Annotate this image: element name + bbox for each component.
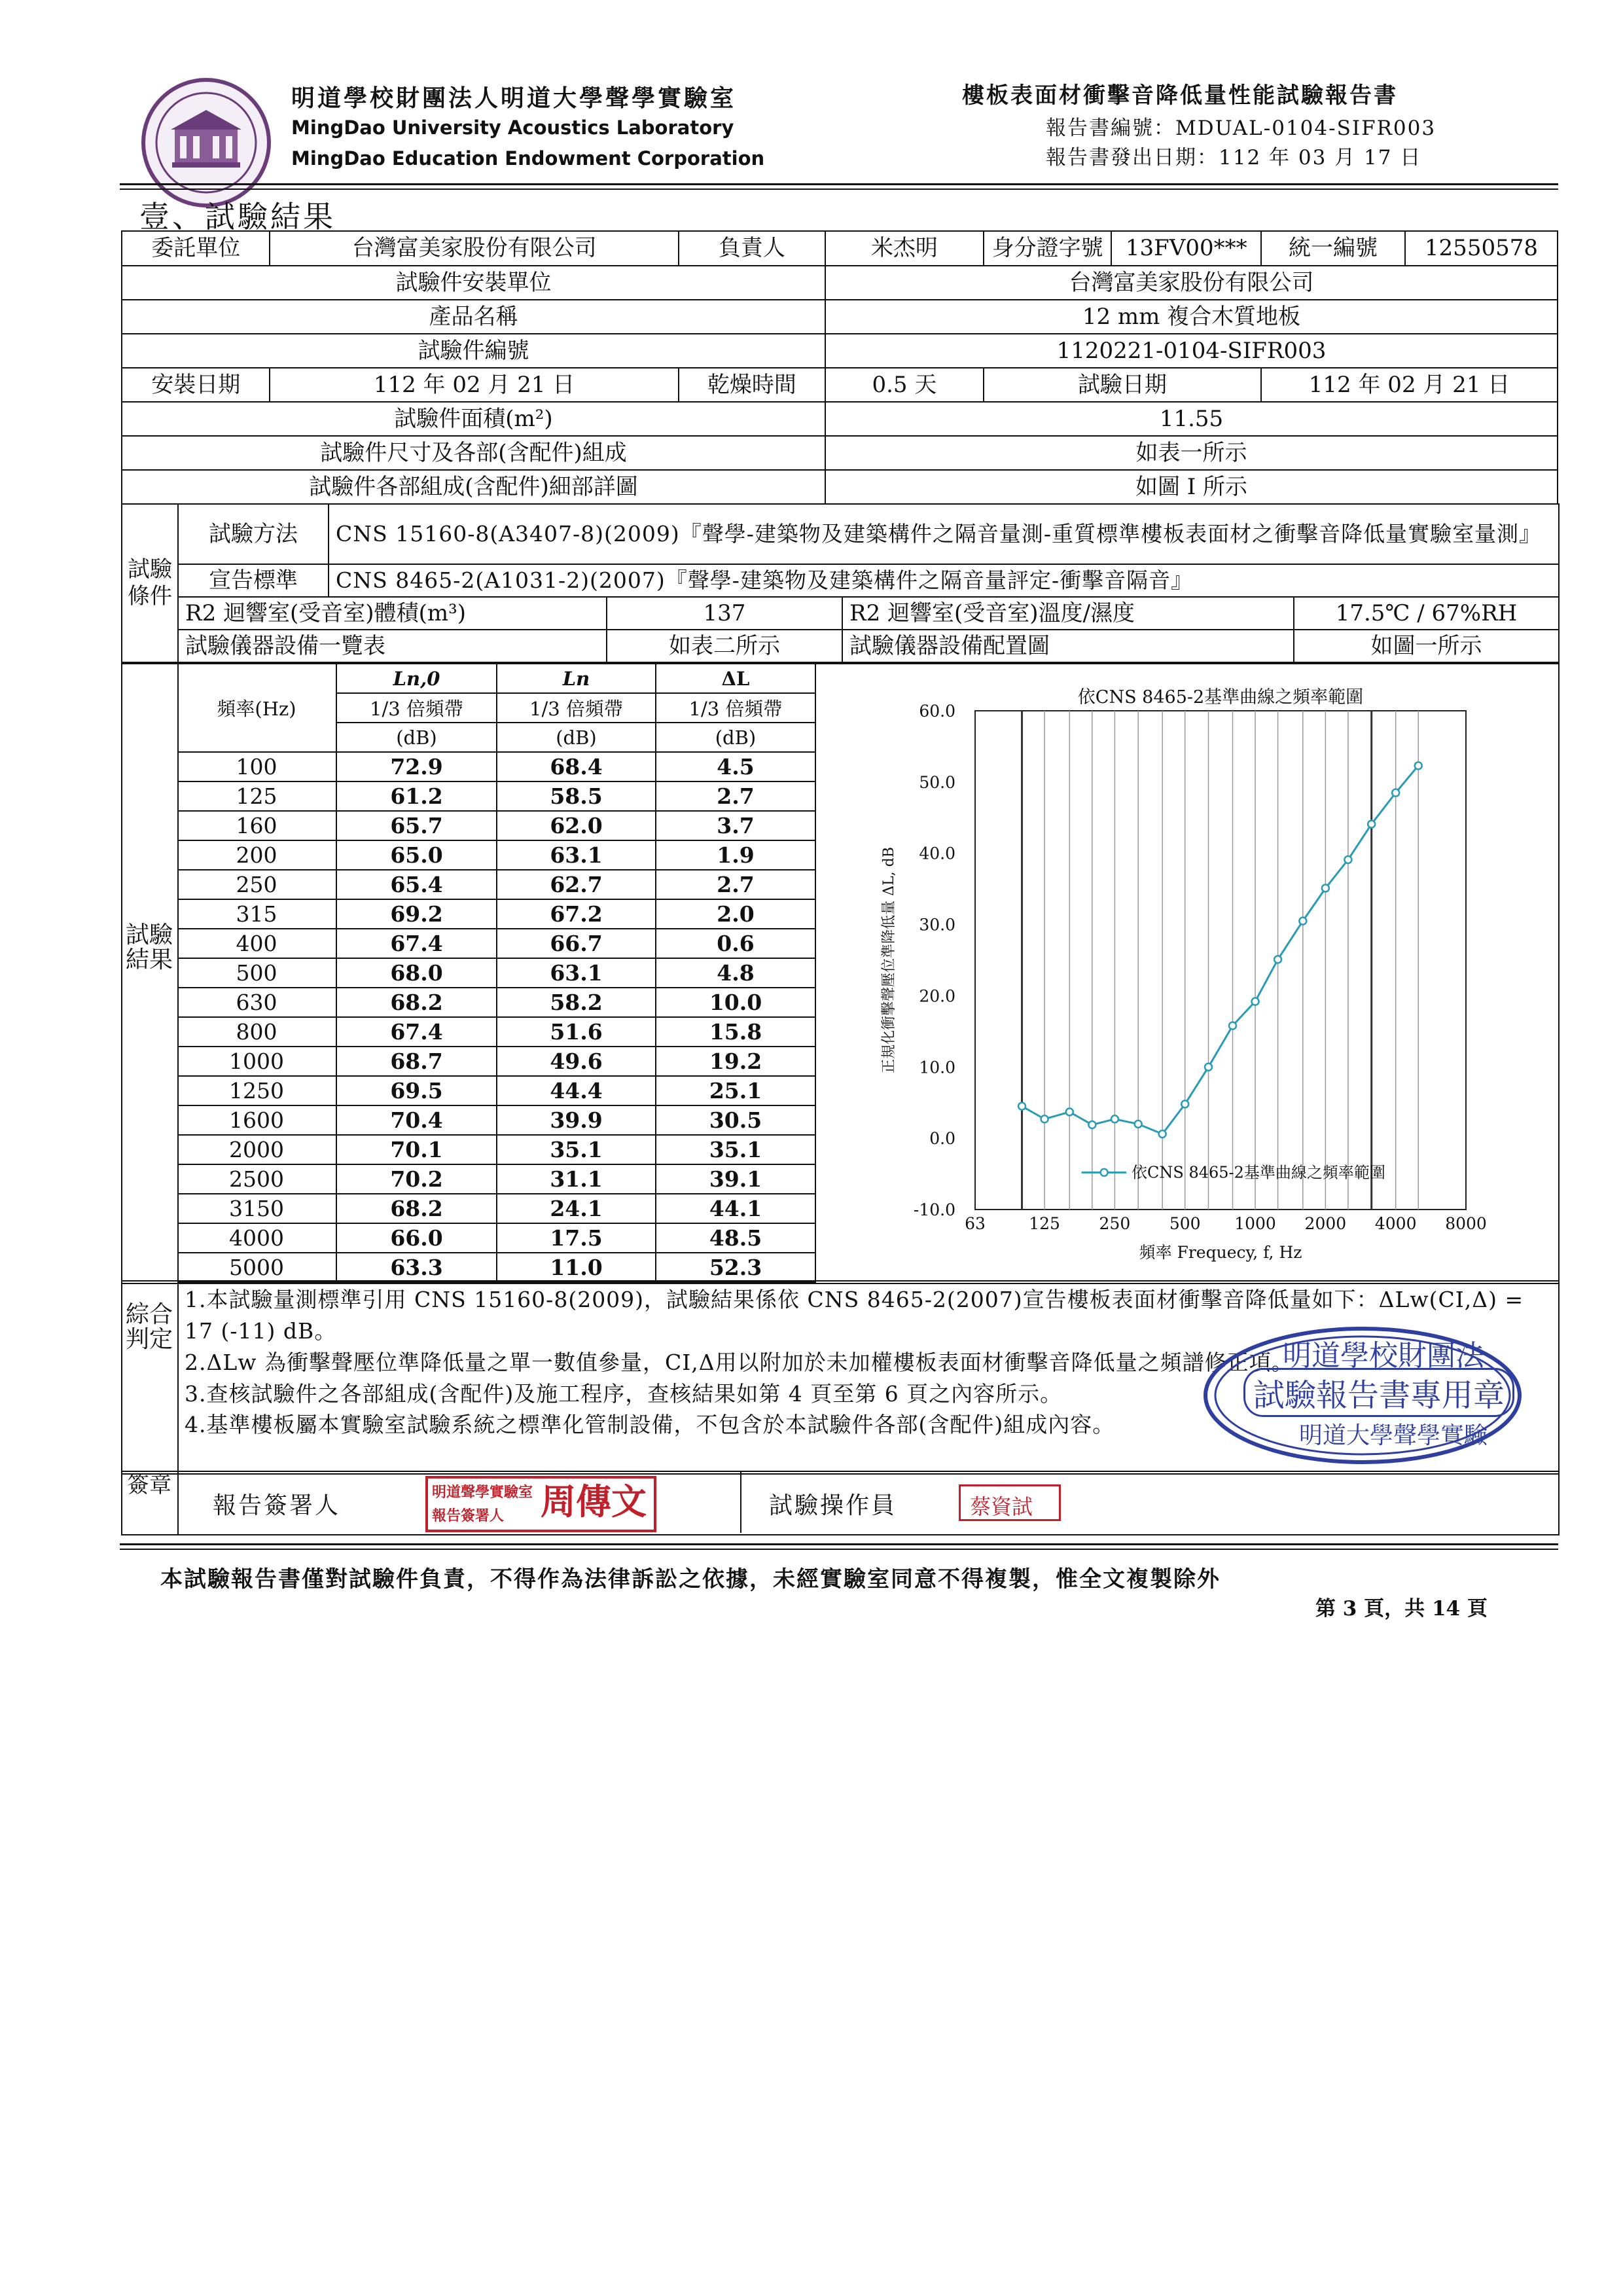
col-dl-header: ΔL: [656, 664, 815, 693]
product-value: 12 mm 複合木質地板: [825, 300, 1558, 334]
ln-cell: 68.4: [497, 752, 656, 781]
ln0-cell: 68.0: [336, 958, 497, 988]
freq-cell: 250: [177, 870, 336, 899]
footer-rule-thin: [120, 1549, 1558, 1550]
detail-value: 如圖 I 所示: [825, 470, 1558, 504]
y-tick-label: 0.0: [929, 1129, 955, 1149]
y-axis-label: 正規化衝擊聲壓位準降低量 ΔL, dB: [881, 847, 897, 1073]
dl-cell: 2.7: [656, 870, 815, 899]
volume-value: 137: [607, 597, 842, 630]
band-label: 1/3 倍頻帶: [497, 693, 656, 723]
conditions-table: [121, 503, 1560, 663]
data-point: [1415, 762, 1422, 769]
data-point: [1135, 1121, 1142, 1128]
col-ln0-header: Ln,0: [336, 664, 497, 693]
data-point: [1229, 1022, 1236, 1030]
col-freq-header: 頻率(Hz): [177, 664, 336, 752]
data-point: [1322, 885, 1329, 892]
y-tick-label: 30.0: [919, 915, 955, 935]
x-tick-label: 2000: [1304, 1214, 1347, 1233]
data-point: [1066, 1108, 1073, 1115]
freq-cell: 800: [177, 1017, 336, 1047]
conclusion-group-label: 綜合判定: [125, 1301, 173, 1353]
freq-cell: 160: [177, 811, 336, 840]
x-axis-label: 頻率 Frequecy, f, Hz: [1139, 1243, 1302, 1262]
ln-cell: 63.1: [497, 840, 656, 870]
org-name-en-2: MingDao Education Endowment Corporation: [291, 147, 765, 170]
ln0-cell: 67.4: [336, 929, 497, 958]
freq-cell: 2000: [177, 1135, 336, 1164]
table-row: [177, 929, 815, 958]
temp-value: 17.5℃ / 67%RH: [1294, 597, 1559, 630]
unit-label: (dB): [497, 723, 656, 752]
results-table: [177, 663, 816, 1283]
detail-label: 試驗件各部組成(含配件)細部詳圖: [122, 470, 825, 504]
table-row: [177, 870, 815, 899]
dl-cell: 30.5: [656, 1105, 815, 1135]
report-date: 報告書發出日期：112 年 03 月 17 日: [1046, 146, 1422, 170]
ln0-cell: 72.9: [336, 752, 497, 781]
band-label: 1/3 倍頻帶: [336, 693, 497, 723]
unit-label: (dB): [656, 723, 815, 752]
operator-stamp: [959, 1484, 1061, 1521]
footer-disclaimer: 本試驗報告書僅對試驗件負責，不得作為法律訴訟之依據，未經實驗室同意不得複製，惟全文複製除外: [160, 1566, 1221, 1592]
legend-label: 依CNS 8465-2基準曲線之頻率範圍: [1132, 1163, 1385, 1182]
ln-cell: 51.6: [497, 1017, 656, 1047]
freq-cell: 125: [177, 781, 336, 811]
ln-cell: 58.5: [497, 781, 656, 811]
x-tick-label: 1000: [1234, 1214, 1276, 1233]
ln0-cell: 70.2: [336, 1164, 497, 1194]
ln0-cell: 61.2: [336, 781, 497, 811]
signer-label: 報告簽署人: [213, 1492, 341, 1519]
ln-cell: 63.1: [497, 958, 656, 988]
table-row: [177, 1164, 815, 1194]
area-value: 11.55: [825, 402, 1558, 436]
conclusion-item-2: 2.ΔLw 為衝擊聲壓位準降低量之單一數值參量，CI,Δ用以附加於未加權樓板表面材衝擊音降低量之頻譜修正項。: [185, 1349, 1294, 1375]
table-row: [177, 1076, 815, 1105]
ln0-cell: 67.4: [336, 1017, 497, 1047]
x-tick-label: 250: [1099, 1214, 1131, 1233]
dl-cell: 3.7: [656, 811, 815, 840]
install-date-value: 112 年 02 月 21 日: [270, 368, 678, 402]
ln-cell: 62.7: [497, 870, 656, 899]
conclusion-item-1: 1.本試驗量測標準引用 CNS 15160-8(2009)，試驗結果係依 CNS 8465-2(2007)宣告樓板表面材衝擊音降低量如下：ΔLw(CI,Δ) = 17 (-11) dB。: [185, 1287, 1524, 1344]
person-label: 負責人: [679, 231, 825, 266]
table-row: [177, 1223, 815, 1253]
ln-cell: 11.0: [497, 1253, 656, 1282]
ln0-cell: 65.4: [336, 870, 497, 899]
dl-cell: 2.7: [656, 781, 815, 811]
operator-label: 試驗操作員: [769, 1492, 897, 1519]
data-point: [1344, 856, 1351, 863]
y-tick-label: -10.0: [913, 1200, 955, 1219]
dl-cell: 44.1: [656, 1194, 815, 1223]
dl-cell: 0.6: [656, 929, 815, 958]
data-point: [1159, 1130, 1166, 1138]
signer-stamp-line1: 明道聲學實驗室: [432, 1484, 533, 1501]
ln0-cell: 69.2: [336, 899, 497, 929]
data-point: [1181, 1100, 1188, 1107]
org-name-zh: 明道學校財團法人明道大學聲學實驗室: [291, 84, 737, 112]
ln-cell: 62.0: [497, 811, 656, 840]
freq-cell: 4000: [177, 1223, 336, 1253]
volume-label: R2 迴響室(受音室)體積(m³): [178, 597, 607, 630]
ln0-cell: 65.0: [336, 840, 497, 870]
test-date-label: 試驗日期: [984, 368, 1261, 402]
client-value: 台灣富美家股份有限公司: [270, 231, 678, 266]
ln0-cell: 63.3: [336, 1253, 497, 1282]
seal-line2: 試驗報告書專用章: [1243, 1368, 1514, 1417]
data-point: [1299, 918, 1306, 925]
seal-line3: 明道大學聲學實驗: [1299, 1422, 1488, 1449]
freq-cell: 400: [177, 929, 336, 958]
ln-cell: 44.4: [497, 1076, 656, 1105]
unit-label: (dB): [336, 723, 497, 752]
product-label: 產品名稱: [122, 300, 825, 334]
page-number: 第 3 頁，共 14 頁: [1315, 1597, 1488, 1621]
temp-label: R2 迴響室(受音室)溫度/濕度: [842, 597, 1294, 630]
freq-cell: 1600: [177, 1105, 336, 1135]
dl-cell: 2.0: [656, 899, 815, 929]
data-point: [1041, 1115, 1048, 1122]
table-row: [177, 1017, 815, 1047]
ln-cell: 49.6: [497, 1047, 656, 1076]
spec-no-label: 試驗件編號: [122, 334, 825, 368]
x-tick-label: 4000: [1374, 1214, 1417, 1233]
ln-cell: 17.5: [497, 1223, 656, 1253]
data-point: [1368, 821, 1375, 828]
dl-cell: 4.5: [656, 752, 815, 781]
table-row: [177, 1253, 815, 1282]
table-row: [177, 1194, 815, 1223]
y-tick-label: 20.0: [919, 986, 955, 1006]
col-ln-header: Ln: [497, 664, 656, 693]
y-tick-label: 60.0: [919, 702, 955, 721]
ln-cell: 66.7: [497, 929, 656, 958]
ln0-cell: 70.1: [336, 1135, 497, 1164]
freq-cell: 5000: [177, 1253, 336, 1282]
method-label: 試驗方法: [178, 504, 329, 564]
freq-cell: 200: [177, 840, 336, 870]
data-point: [1205, 1064, 1212, 1071]
results-group-cell: [121, 663, 179, 1284]
install-unit-label: 試驗件安裝單位: [122, 266, 825, 300]
table-row: [177, 752, 815, 781]
operator-name: 蔡資試: [970, 1494, 1033, 1519]
dl-cell: 1.9: [656, 840, 815, 870]
official-seal-stamp: [1201, 1325, 1525, 1466]
equip-list-label: 試驗儀器設備一覽表: [178, 630, 607, 662]
x-tick-label: 125: [1029, 1214, 1060, 1233]
report-title: 樓板表面材衝擊音降低量性能試驗報告書: [962, 82, 1398, 109]
ln0-cell: 69.5: [336, 1076, 497, 1105]
conclusion-item-3: 3.查核試驗件之各部組成(含配件)及施工程序，查核結果如第 4 頁至第 6 頁之內容所示。: [185, 1380, 1063, 1407]
ln-cell: 35.1: [497, 1135, 656, 1164]
signer-stamp-line2: 報告簽署人: [432, 1507, 505, 1524]
data-point: [1392, 789, 1399, 797]
table-row: [177, 988, 815, 1017]
y-tick-label: 40.0: [919, 844, 955, 863]
signer-stamp: [425, 1476, 656, 1532]
header-rule-thin: [120, 188, 1558, 190]
freq-cell: 1000: [177, 1047, 336, 1076]
dl-cell: 19.2: [656, 1047, 815, 1076]
ln-cell: 24.1: [497, 1194, 656, 1223]
table-row: [177, 958, 815, 988]
chart-title: 依CNS 8465-2基準曲線之頻率範圍: [1077, 687, 1364, 708]
test-date-value: 112 年 02 月 21 日: [1261, 368, 1558, 402]
dl-cell: 15.8: [656, 1017, 815, 1047]
dl-cell: 48.5: [656, 1223, 815, 1253]
header-rule: [120, 183, 1558, 185]
org-name-en-1: MingDao University Acoustics Laboratory: [291, 117, 734, 139]
delta-l-chart: [818, 666, 1554, 1280]
plot-frame: [975, 711, 1466, 1210]
ln0-cell: 68.2: [336, 1194, 497, 1223]
freq-cell: 3150: [177, 1194, 336, 1223]
results-group-label: 試驗結果: [125, 922, 173, 973]
dl-cell: 35.1: [656, 1135, 815, 1164]
x-tick-label: 8000: [1445, 1214, 1487, 1233]
data-point: [1088, 1121, 1096, 1128]
rating-label: 宣告標準: [178, 564, 329, 597]
data-point: [1274, 956, 1281, 963]
section-title: 壹、試驗結果: [139, 199, 336, 234]
dry-label: 乾燥時間: [679, 368, 825, 402]
dl-cell: 25.1: [656, 1076, 815, 1105]
info-table: [121, 230, 1558, 505]
dl-cell: 10.0: [656, 988, 815, 1017]
ln0-cell: 68.2: [336, 988, 497, 1017]
freq-cell: 1250: [177, 1076, 336, 1105]
rating-value: CNS 8465-2(A1031-2)(2007)『聲學-建築物及建築構件之隔音量評定-衝擊音隔音』: [329, 564, 1559, 597]
sign-divider: [740, 1471, 741, 1533]
table-row: [177, 1047, 815, 1076]
table-row: [177, 811, 815, 840]
dl-cell: 52.3: [656, 1253, 815, 1282]
data-point: [1018, 1103, 1026, 1110]
dl-cell: 4.8: [656, 958, 815, 988]
conclusion-item-4: 4.基準樓板屬本實驗室試驗系統之標準化管制設備，不包含於本試驗件各部(含配件)組成內容。: [185, 1412, 1115, 1438]
footer-rule: [120, 1543, 1558, 1545]
area-label: 試驗件面積(m²): [122, 402, 825, 436]
legend-marker: [1101, 1169, 1108, 1176]
freq-cell: 2500: [177, 1164, 336, 1194]
band-label: 1/3 倍頻帶: [656, 693, 815, 723]
table-row: [177, 840, 815, 870]
report-number: 報告書編號：MDUAL-0104-SIFR003: [1046, 117, 1436, 140]
ln0-cell: 65.7: [336, 811, 497, 840]
method-value: CNS 15160-8(A3407-8)(2009)『聲學-建築物及建築構件之隔音量測-重質標準樓板表面材之衝擊音降低量實驗室量測』: [329, 504, 1559, 564]
seal-line1: 明道學校財團法: [1283, 1339, 1484, 1372]
table-row: [177, 1105, 815, 1135]
freq-cell: 630: [177, 988, 336, 1017]
table-row: [177, 1135, 815, 1164]
person-value: 米杰明: [825, 231, 984, 266]
install-unit-value: 台灣富美家股份有限公司: [825, 266, 1558, 300]
data-point: [1252, 998, 1259, 1005]
y-tick-label: 50.0: [919, 772, 955, 792]
install-date-label: 安裝日期: [122, 368, 270, 402]
table-row: [177, 899, 815, 929]
ln-cell: 39.9: [497, 1105, 656, 1135]
ln-cell: 67.2: [497, 899, 656, 929]
client-label: 委託單位: [122, 231, 270, 266]
x-tick-label: 63: [965, 1214, 986, 1233]
size-value: 如表一所示: [825, 436, 1558, 470]
dl-cell: 39.1: [656, 1164, 815, 1194]
conditions-group-label: 試驗條件: [122, 504, 178, 662]
equip-conf-value: 如圖一所示: [1294, 630, 1559, 662]
size-label: 試驗件尺寸及各部(含配件)組成: [122, 436, 825, 470]
ln0-cell: 66.0: [336, 1223, 497, 1253]
id-value: 13FV00***: [1111, 231, 1261, 266]
sign-group-label: 簽章: [127, 1472, 171, 1498]
spec-no-value: 1120221-0104-SIFR003: [825, 334, 1558, 368]
data-point: [1111, 1115, 1118, 1122]
uni-value: 12550578: [1405, 231, 1558, 266]
y-tick-label: 10.0: [919, 1058, 955, 1077]
ln-cell: 58.2: [497, 988, 656, 1017]
id-label: 身分證字號: [984, 231, 1112, 266]
equip-conf-label: 試驗儀器設備配置圖: [842, 630, 1294, 662]
uni-label: 統一編號: [1261, 231, 1405, 266]
ln-cell: 31.1: [497, 1164, 656, 1194]
freq-cell: 315: [177, 899, 336, 929]
dry-value: 0.5 天: [825, 368, 984, 402]
freq-cell: 500: [177, 958, 336, 988]
ln0-cell: 68.7: [336, 1047, 497, 1076]
x-tick-label: 500: [1169, 1214, 1201, 1233]
equip-list-value: 如表二所示: [607, 630, 842, 662]
ln0-cell: 70.4: [336, 1105, 497, 1135]
freq-cell: 100: [177, 752, 336, 781]
table-row: [177, 781, 815, 811]
signer-name: 周傳文: [541, 1480, 647, 1522]
